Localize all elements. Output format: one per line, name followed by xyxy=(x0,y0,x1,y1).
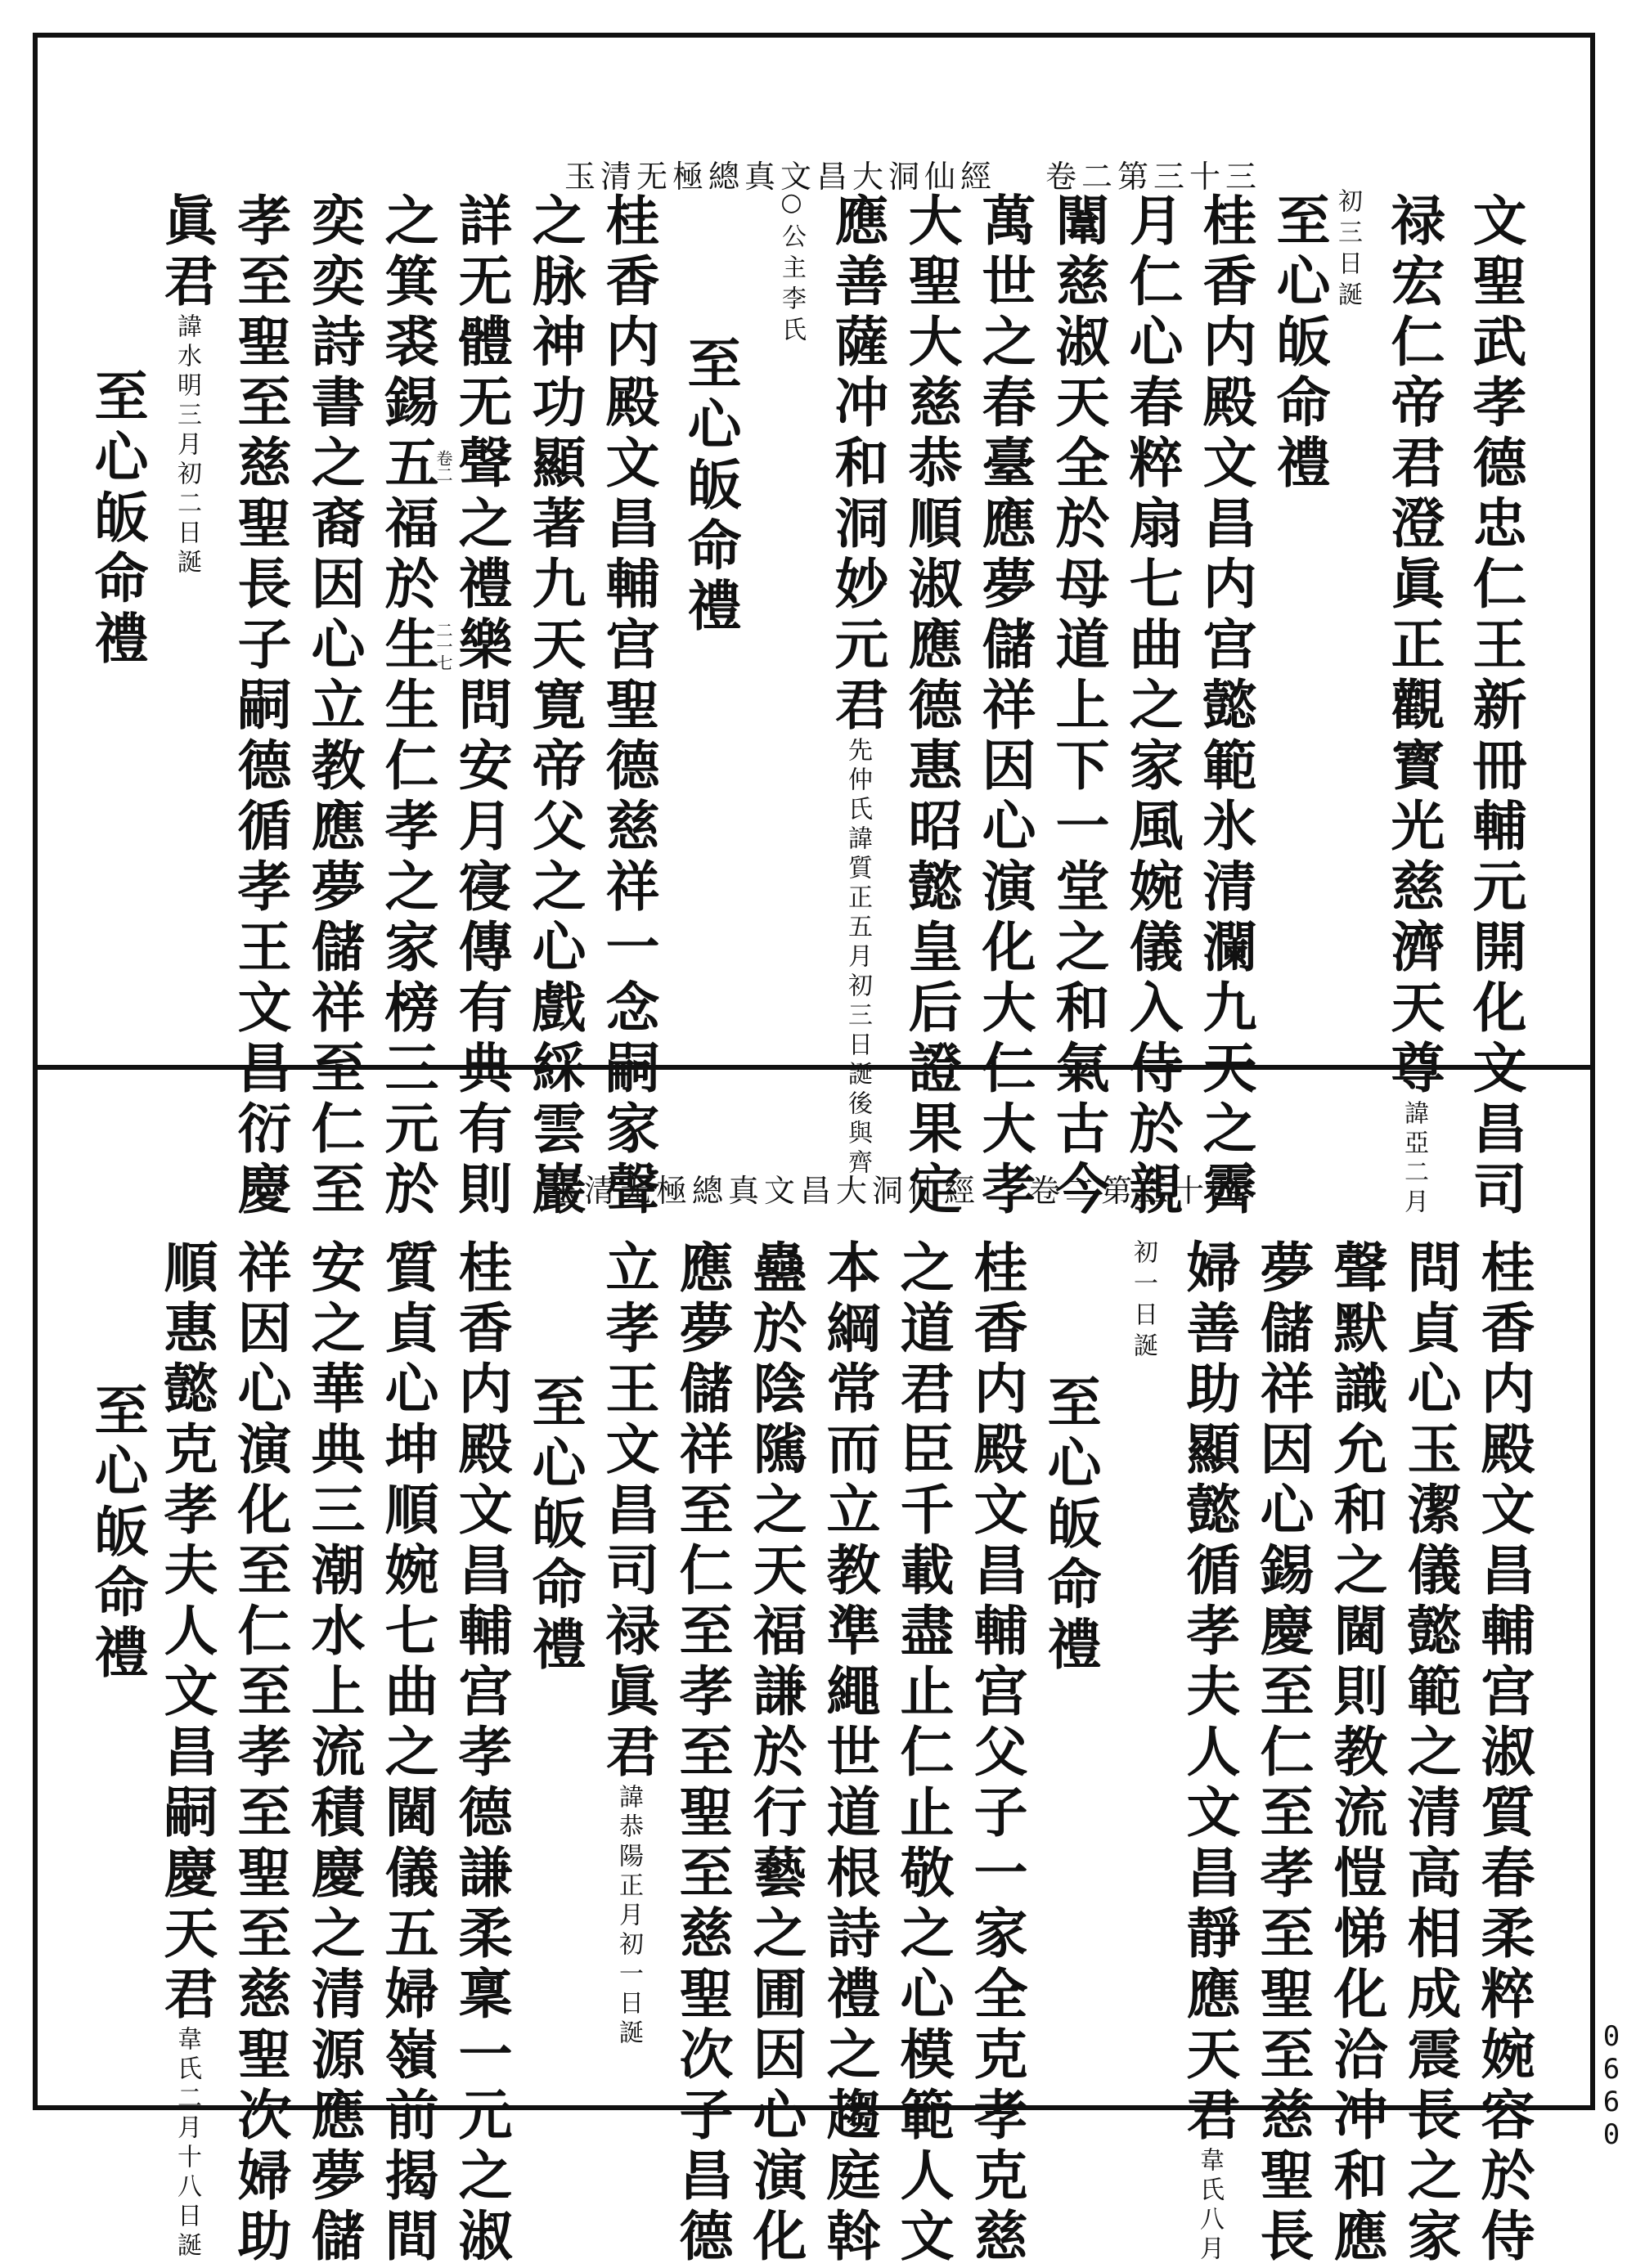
top-col-2: 禄宏仁帝君澄眞正觀寳光慈濟天尊諱亞二月 xyxy=(1382,192,1445,1218)
bottom-col-11: 蠱於陰隲之天福謙於行藝之圃因心演化 xyxy=(744,1239,807,2268)
bottom-col-16: 質貞心坤順婉七曲之閫儀五婦嶺前揭間 xyxy=(375,1239,439,2268)
bottom-heading-2: 至心皈命禮 xyxy=(523,1374,587,1677)
top-heading-2: 至心皈命禮 xyxy=(678,335,742,638)
bottom-col-4: 夢儲祥因心錫慶至仁至孝至聖至慈聖長 xyxy=(1251,1239,1315,2268)
bottom-col-12: 應夢儲祥至仁至孝至聖至慈聖次子昌德 xyxy=(670,1239,734,2268)
page-number: 0660 xyxy=(1595,2020,1628,2151)
bottom-col-5-note: 韋氏八月 xyxy=(1195,2147,1224,2265)
top-col-10: 應善薩冲和洞妙元君先仲氏諱質正五月初三日誕後與齊 xyxy=(825,192,889,1179)
bottom-col-3: 聲默識允和之閫則教流愷悌化洽冲和應 xyxy=(1324,1239,1388,2268)
bottom-col-18: 祥因心演化至仁至孝至聖至慈聖次婦助 xyxy=(228,1239,292,2268)
bottom-col-19-note: 韋氏二月十八日誕 xyxy=(173,2026,201,2261)
top-col-17: 奕奕詩書之裔因心立教應夢儲祥至仁至 xyxy=(302,192,366,1221)
top-heading-3: 至心皈命禮 xyxy=(85,368,149,671)
top-col-8: 萬世之春臺應夢儲祥因心演化大仁大孝 xyxy=(973,192,1036,1221)
top-col-3-note: 初三日誕 xyxy=(1333,188,1362,312)
top-col-14: 之脉神功顯著九天寛帝父之心戲綵雲巖 xyxy=(523,192,587,1221)
bottom-col-19: 順惠懿克孝夫人文昌嗣慶天君韋氏二月十八日誕 xyxy=(155,1239,218,2261)
side-mark-1: 卷二 xyxy=(434,450,453,483)
top-running-chapter: 卷二第三十三 xyxy=(1045,159,1262,195)
bottom-running-chapter: 卷二第三十四 xyxy=(1029,1173,1246,1209)
bottom-running-head xyxy=(548,1165,1245,1210)
bottom-heading-3: 至心皈命禮 xyxy=(85,1382,149,1685)
top-col-13: 桂香内殿文昌輔宫聖德慈祥一念嗣家聲 xyxy=(596,192,660,1221)
bottom-col-8: 桂香内殿文昌輔宫父子一家全克孝克慈 xyxy=(964,1239,1028,2268)
side-mark-2: 二一七 xyxy=(434,622,453,671)
top-col-19-note: 諱水明三月初二日誕 xyxy=(173,313,201,578)
top-col-6: 月仁心春粹扇七曲之家風婉儀入侍於親 xyxy=(1120,192,1184,1221)
top-col-2-note: 諱亞二月 xyxy=(1400,1100,1428,1218)
top-col-16: 之箕裘錫五福於生生仁孝之家榜三元於 xyxy=(375,192,439,1221)
top-heading-1: 至心皈命禮 xyxy=(1267,192,1331,495)
bottom-col-10: 本綱常而立教準繩世道根詩禮之趨庭斡 xyxy=(817,1239,881,2268)
top-running-head xyxy=(564,151,1261,196)
top-col-7: 闈慈淑天全於母道上下一堂之和氣古今 xyxy=(1046,192,1110,1221)
top-col-18: 孝至聖至慈聖長子嗣德循孝王文昌衍慶 xyxy=(228,192,292,1221)
top-col-19: 眞君諱水明三月初二日誕 xyxy=(155,192,218,578)
bottom-col-13-note: 諱恭陽正月初一日誕 xyxy=(614,1784,643,2049)
bottom-heading-1: 至心皈命禮 xyxy=(1038,1374,1102,1677)
top-col-9: 大聖大慈恭順淑應德惠昭懿皇后證果定 xyxy=(899,192,963,1221)
bottom-col-15: 桂香内殿文昌輔宫孝德謙柔稟一元之淑 xyxy=(449,1239,513,2268)
top-col-5: 桂香内殿文昌内宫懿範氷清瀾九天之霽 xyxy=(1193,192,1257,1221)
bottom-col-1: 桂香内殿文昌輔宫淑質春柔粹婉容於侍 xyxy=(1472,1239,1535,2268)
bottom-col-13: 立孝王文昌司禄眞君諱恭陽正月初一日誕 xyxy=(596,1239,660,2049)
bottom-col-5: 婦善助顯懿循孝夫人文昌靜應天君韋氏八月 xyxy=(1177,1239,1241,2265)
bottom-col-17: 安之華典三潮水上流積慶之清源應夢儲 xyxy=(302,1239,366,2268)
bottom-col-9: 之道君臣千載盡止仁止敬之心模範人文 xyxy=(891,1239,955,2268)
circle-mark: ○ xyxy=(777,188,806,223)
top-col-10-note: 先仲氏諱質正五月初三日誕後與齊 xyxy=(843,737,872,1179)
bottom-col-6-note: 初一日誕 xyxy=(1129,1239,1157,1363)
bottom-running-title: 玉清无極總真文昌大洞仙經 xyxy=(548,1173,981,1209)
bottom-col-2: 問貞心玉潔儀懿範之清高相成震長之家 xyxy=(1398,1239,1462,2268)
top-running-title: 玉清无極總真文昌大洞仙經 xyxy=(564,159,997,195)
top-col-15: 詳无體无聲之禮樂問安月寑傳有典有則 xyxy=(449,192,513,1221)
top-col-1: 文聖武孝德忠仁王新冊輔元開化文昌司 xyxy=(1463,192,1527,1221)
top-col-11-note: ○公主李氏 xyxy=(777,188,806,348)
